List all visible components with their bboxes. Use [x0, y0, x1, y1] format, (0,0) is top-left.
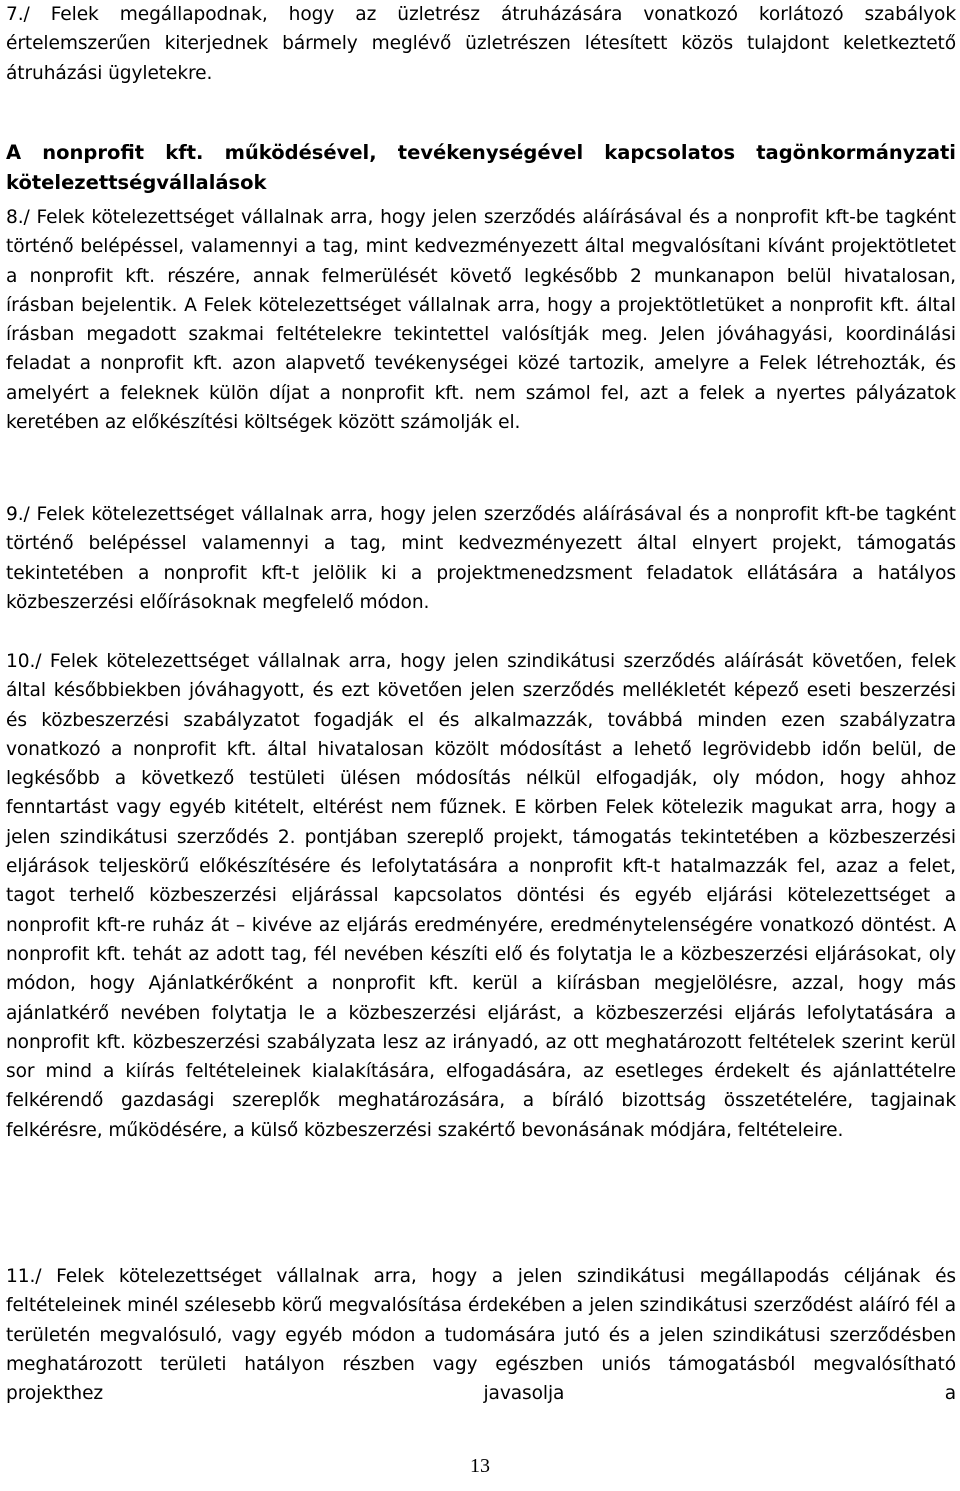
paragraph-10: 10./ Felek kötelezettséget vállalnak arra, hogy jelen szindikátusi szerződés aláírását követően, felek által későbbiekben jóváhagyott, és ezt követően jelen szerződés mellékletét képező eseti beszerzési és közbeszerzési szabályzatot fogadják el és alkalmazzák, továbbá minden ezen szabályzatra vonatkozó a nonprofit kft. által hivatalosan közölt módosítást a lehető legrövidebb időn belül, de legkésőbb a következő testületi ülésen módosítás nélkül elfogadják, oly módon, hogy ahhoz fenntartást vagy egyéb kitételt, eltérést nem fűznek. E körben Felek kötelezik magukat arra, hogy a jelen szindikátusi szerződés 2. pontjában szereplő projekt, támogatás tekintetében a közbeszerzési eljárások teljeskörű előkészítésére és lefolytatására a nonprofit kft-t hatalmazzák fel, azaz a felet, tagot terhelő közbeszerzési eljárással kapcsolatos döntési és egyéb eljárási kötelezettséget a nonprofit kft-re ruház át – kivéve az eljárás eredményére, eredménytelenségére vonatkozó döntést. A nonprofit kft. tehát az adott tag, fél nevében készíti elő és folytatja le a közbeszerzési eljárásokat, oly módon, hogy Ajánlatkérőként a nonprofit kft. kerül a kiírásban megjelölésre, azzal, hogy más ajánlatkérő nevében folytatja le a közbeszerzési eljárást, a közbeszerzési eljárás lefolytatására a nonprofit kft. közbeszerzési szabályzata lesz az irányadó, az ott meghatározott feltételek szerint kerül sor mind a kiírás feltételeinek kialakítására, elfogadására, az esetleges érdekelt és ajánlattételre felkérendő gazdasági szereplők meghatározására, a bíráló bizottság összetételére, tagjainak felkérésre, működésére, a külső közbeszerzési szakértő bevonásának módjára, feltételeire. [6, 651, 956, 1141]
paragraph-11: 11./ Felek kötelezettséget vállalnak arra, hogy a jelen szindikátusi megállapodás céljának és feltételeinek minél szélesebb körű megvalósítása érdekében a jelen szindikátusi szerződést aláíró fél a területén megvalósuló, vagy egyéb módon a tudomására jutó és a jelen szindikátusi szerződésben meghatározott területi hatályon részben vagy egészben uniós támogatásból megvalósítható projekthez javasolja a [6, 1266, 956, 1405]
paragraph-9: 9./ Felek kötelezettséget vállalnak arra, hogy jelen szerződés aláírásával és a nonprofit kft-be tagként történő belépéssel valamennyi a tag, mint kedvezményezett által elnyert projekt, támogatás tekintetében a nonprofit kft-t jelölik ki a projektmenedzsment feladatok ellátására a hatályos közbeszerzési előírásoknak megfelelő módon. [6, 504, 956, 613]
page-number: 13 [470, 1455, 490, 1477]
paragraph-7: 7./ Felek megállapodnak, hogy az üzletrész átruházására vonatkozó korlátozó szabályok értelemszerűen kiterjednek bármely meglévő üzletrészen létesített közös tulajdont keletkeztető átruházási ügyletekre. [6, 4, 956, 84]
paragraph-8: 8./ Felek kötelezettséget vállalnak arra, hogy jelen szerződés aláírásával és a nonprofit kft-be tagként történő belépéssel, valamennyi a tag, mint kedvezményezett által megvalósítani kívánt projektötletet a nonprofit kft. részére, annak felmerülését követő legkésőbb 2 munkanapon belül hivatalosan, írásban bejelentik. A Felek kötelezettséget vállalnak arra, hogy a projektötletüket a nonprofit kft. által írásban megadott szakmai feltételekre tekintettel valósítják meg. Jelen jóváhagyási, koordinálási feladat a nonprofit kft. azon alapvető tevékenységei közé tartozik, amelyre a Felek létrehozták, és amelyért a feleknek külön díjat a nonprofit kft. nem számol fel, azt a felek a nyertes pályázatok keretében az előkészítési költségek között számolják el. [6, 207, 956, 434]
section-heading: A nonprofit kft. működésével, tevékenységével kapcsolatos tagönkormányzati kötelezettségvállalások [6, 140, 956, 194]
